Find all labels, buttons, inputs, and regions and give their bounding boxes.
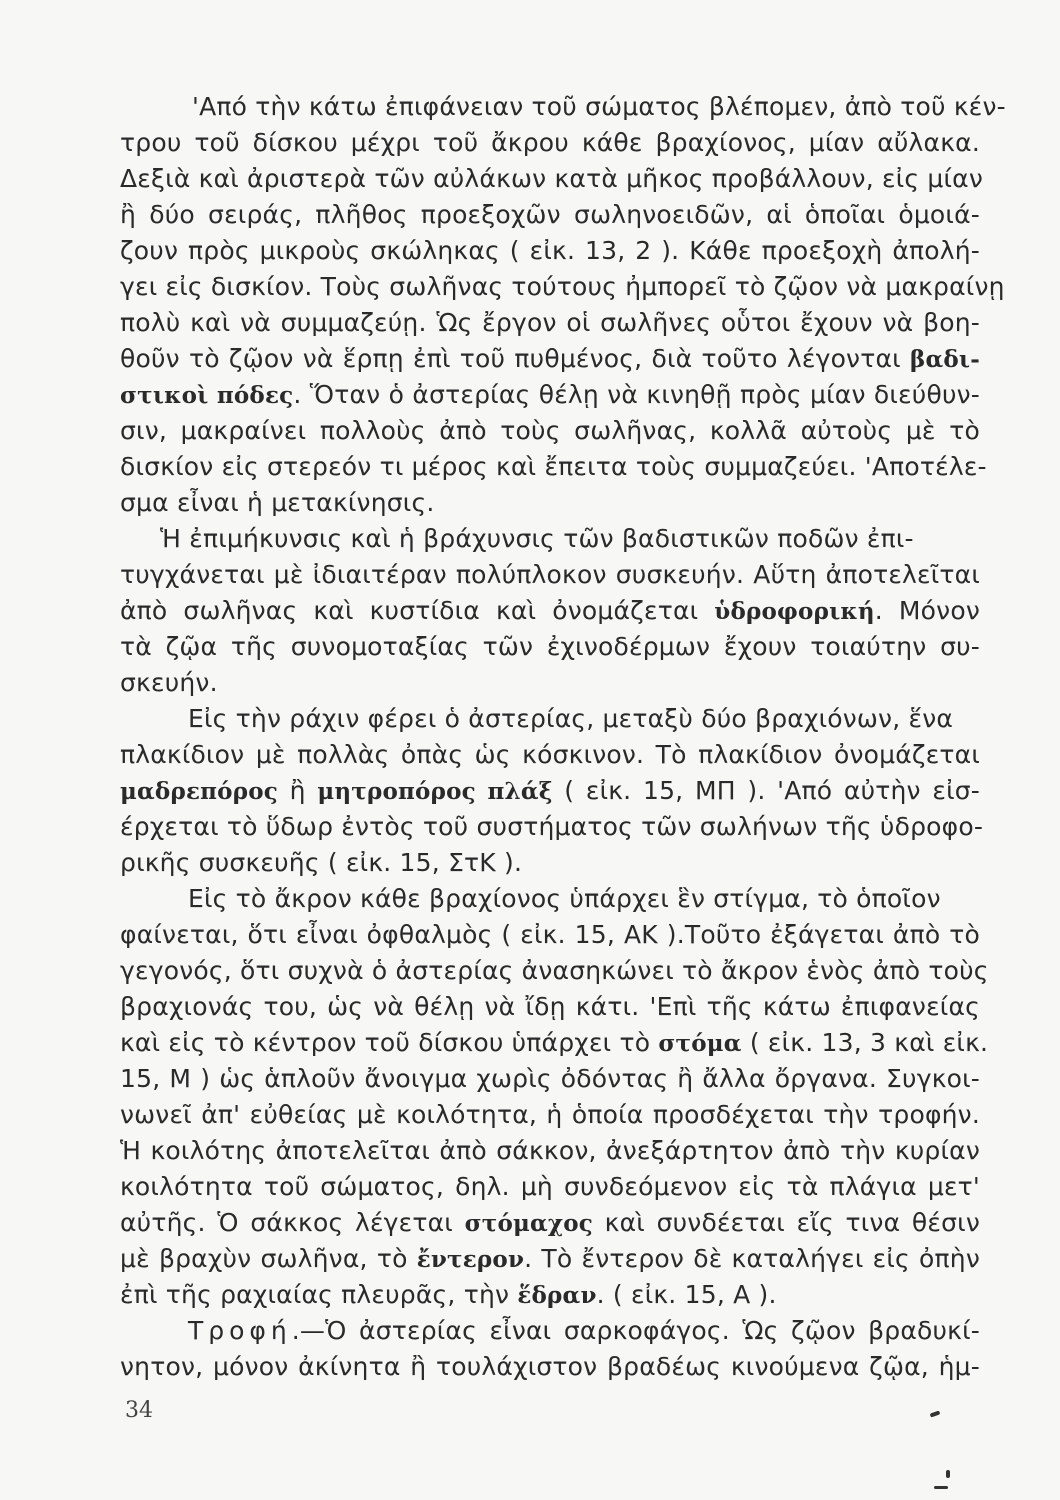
scan-speck	[934, 1486, 948, 1489]
text-line: σιν, μακραίνει πολλοὺς ἀπὸ τοὺς σωλῆνας, κολλᾶ αὐτοὺς μὲ τὸ	[120, 416, 980, 445]
text-line: πλακίδιον μὲ πολλὰς ὀπὰς ὡς κόσκινον. Τὸ πλακίδιον ὀνομάζεται	[120, 740, 980, 769]
text-line: φαίνεται, ὅτι εἶναι ὀφθαλμὸς ( εἰκ. 15, ΑΚ ).Τοῦτο ἐξάγεται ἀπὸ τὸ	[120, 920, 980, 949]
text-line: μαδρεπόρος ἢ μητροπόρος πλάξ ( εἰκ. 15, ΜΠ ). 'Από αὐτὴν εἰσ-	[120, 776, 981, 805]
text-line: πολὺ καὶ νὰ συμμαζεύῃ. Ὡς ἔργον οἱ σωλῆνες οὗτοι ἔχουν νὰ βοη-	[120, 308, 980, 337]
text-line: θοῦν τὸ ζῷον νὰ ἕρπῃ ἐπὶ τοῦ πυθμένος, διὰ τοῦτο λέγονται βαδι-	[120, 344, 980, 373]
text-line: βραχιονάς του, ὡς νὰ θέλῃ νὰ ἴδῃ κάτι. 'Επὶ τῆς κάτω ἐπιφανείας	[120, 992, 980, 1021]
text-line: ἀπὸ σωλῆνας καὶ κυστίδια καὶ ὀνομάζεται ὑδροφορική. Μόνον	[120, 596, 980, 625]
text-line: αὐτῆς. Ὁ σάκκος λέγεται στόμαχος καὶ συνδέεται εἴς τινα θέσιν	[120, 1208, 980, 1237]
text-line: ἐπὶ τῆς ραχιαίας πλευρᾶς, τὴν ἕδραν. ( εἰκ. 15, Α ).	[120, 1280, 777, 1309]
text-line: ζουν πρὸς μικροὺς σκώληκας ( εἰκ. 13, 2 ). Κάθε προεξοχὴ ἀπολή-	[120, 236, 980, 265]
text-line: Ἡ ἐπιμήκυνσις καὶ ἡ βράχυνσις τῶν βαδιστικῶν ποδῶν ἐπι-	[160, 524, 914, 553]
text-line: Εἰς τὴν ράχιν φέρει ὁ ἀστερίας, μεταξὺ δύο βραχιόνων, ἕνα	[188, 704, 954, 733]
text-line: τρου τοῦ δίσκου μέχρι τοῦ ἄκρου κάθε βραχίονος, μίαν αὔλακα.	[120, 128, 980, 157]
text-line: 'Από τὴν κάτω ἐπιφάνειαν τοῦ σώματος βλέπομεν, ἀπὸ τοῦ κέν-	[192, 92, 1006, 121]
bold-term: ἔντερον	[416, 1246, 525, 1273]
bold-term: στικοὶ πόδες	[120, 382, 294, 409]
text-line: τὰ ζῷα τῆς συνομοταξίας τῶν ἐχινοδέρμων ἔχουν τοιαύτην συ-	[120, 632, 980, 661]
text-line: Δεξιὰ καὶ ἀριστερὰ τῶν αὐλάκων κατὰ μῆκος προβάλλουν, εἰς μίαν	[120, 164, 984, 193]
text-line: έρχεται τὸ ὕδωρ ἐντὸς τοῦ συστήματος τῶν σωλήνων τῆς ὑδροφο-	[120, 812, 984, 841]
text-line: τυγχάνεται μὲ ἰδιαιτέραν πολύπλοκον συσκευήν. Αὕτη ἀποτελεῖται	[120, 560, 980, 589]
text-line: νωνεῖ ἀπ' εὐθείας μὲ κοιλότητα, ἡ ὁποία προσδέχεται τὴν τροφήν.	[120, 1100, 980, 1129]
text-line: στικοὶ πόδες. Ὅταν ὁ ἀστερίας θέλῃ νὰ κινηθῇ πρὸς μίαν διεύθυν-	[120, 380, 980, 409]
bold-term: στόμαχος	[464, 1210, 594, 1237]
bold-term: ὑδροφορική	[714, 598, 875, 625]
text-line: νητον, μόνον ἀκίνητα ἢ τουλάχιστον βραδέως κινούμενα ζῷα, ἡμ-	[120, 1352, 980, 1381]
text-line: καὶ εἰς τὸ κέντρον τοῦ δίσκου ὑπάρχει τὸ στόμα ( εἰκ. 13, 3 καὶ εἰκ.	[120, 1028, 989, 1057]
bold-term: στόμα	[658, 1030, 742, 1057]
text-line: σμα εἶναι ἡ μετακίνησις.	[120, 488, 435, 517]
bold-term: ἕδραν	[517, 1282, 597, 1309]
page-number: 34	[125, 1398, 153, 1423]
text-line: μὲ βραχὺν σωλῆνα, τὸ ἔντερον. Τὸ ἔντερον δὲ καταλήγει εἰς ὀπὴν	[120, 1244, 980, 1273]
bold-term: μητροπόρος πλάξ	[317, 778, 553, 805]
text-line: σκευήν.	[120, 668, 218, 697]
bold-term: μαδρεπόρος	[120, 778, 278, 805]
text-line: κοιλότητα τοῦ σώματος, δηλ. μὴ συνδεόμενον εἰς τὰ πλάγια μετ'	[120, 1172, 980, 1201]
text-line: Ἡ κοιλότης ἀποτελεῖται ἀπὸ σάκκον, ἀνεξάρτητον ἀπὸ τὴν κυρίαν	[120, 1136, 980, 1165]
scan-speck	[946, 1470, 950, 1478]
text-line: ρικῆς συσκευῆς ( εἰκ. 15, ΣτΚ ).	[120, 848, 523, 877]
text-line: γει εἰς δισκίον. Τοὺς σωλῆνας τούτους ἠμπορεῖ τὸ ζῷον νὰ μακραίνῃ	[120, 272, 1005, 301]
text-line: δισκίον εἰς στερεόν τι μέρος καὶ ἔπειτα τοὺς συμμαζεύει. 'Αποτέλε-	[120, 452, 987, 481]
text-line: γεγονός, ὅτι συχνὰ ὁ ἀστερίας ἀνασηκώνει τὸ ἄκρον ἑνὸς ἀπὸ τοὺς	[120, 956, 989, 985]
text-line: Τροφή.—Ὁ ἀστερίας εἶναι σαρκοφάγος. Ὡς ζῷον βραδυκί-	[120, 1312, 980, 1349]
spaced-heading: Τροφή	[188, 1316, 292, 1345]
text-line: ἢ δύο σειράς, πλῆθος προεξοχῶν σωληνοειδῶν, αἱ ὁποῖαι ὁμοιά-	[120, 200, 980, 229]
text-line: Εἰς τὸ ἄκρον κάθε βραχίονος ὑπάρχει ἓν στίγμα, τὸ ὁποῖον	[188, 884, 941, 913]
bold-term: βαδι-	[910, 346, 980, 373]
scan-speck	[930, 1410, 941, 1417]
text-line: 15, Μ ) ὡς ἁπλοῦν ἄνοιγμα χωρὶς ὀδόντας ἢ ἄλλα ὄργανα. Συγκοι-	[120, 1064, 980, 1093]
